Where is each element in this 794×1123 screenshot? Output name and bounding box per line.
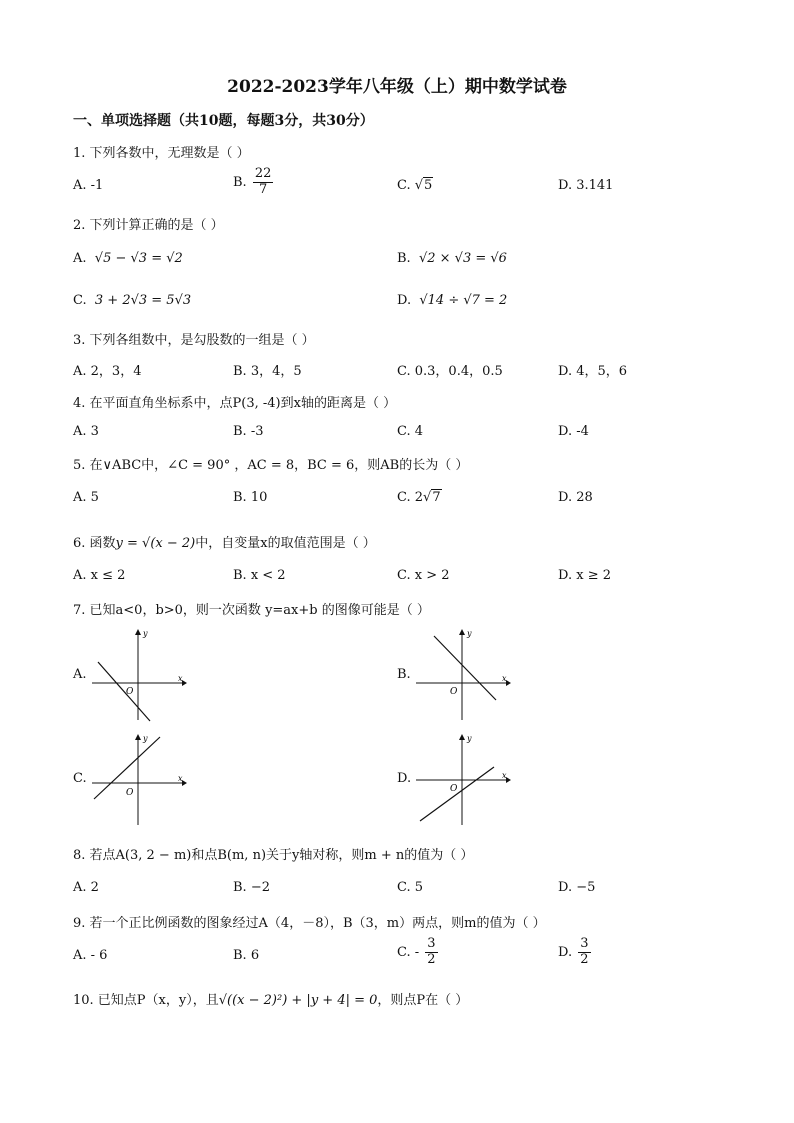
q7-graph-d — [412, 733, 512, 828]
q9-option-b: B. 6 — [233, 948, 260, 963]
q9-option-a: A. - 6 — [73, 948, 108, 963]
q4-option-c: C. 4 — [397, 424, 424, 439]
q7-b-y-label: y — [467, 629, 472, 638]
q9-d-numerator: 3 — [580, 936, 589, 951]
q2-option-d — [397, 293, 507, 308]
q9-c-denominator: 2 — [427, 951, 436, 967]
q7-graph-c — [88, 733, 188, 828]
q1-b-numerator: 22 — [254, 166, 272, 181]
q5-c-label: C. 2 — [397, 490, 424, 505]
question-1: 1. 下列各数中，无理数是（ ） — [73, 146, 250, 161]
q4-option-b: B. -3 — [233, 424, 264, 439]
q1-b-denominator: 7 — [258, 181, 268, 197]
q8-option-b: B. −2 — [233, 880, 270, 895]
q1-option-c: C. √5 — [397, 178, 433, 193]
q9-option-d — [558, 937, 593, 968]
section-heading: 一、单项选择题（共10题，每题3分，共30分） — [73, 113, 374, 129]
q7-d-origin: O — [450, 784, 458, 794]
q8-option-d: D. −5 — [558, 880, 596, 895]
q7-option-a-label: A. — [73, 667, 87, 682]
q9-c-fraction — [425, 937, 437, 968]
question-5: 5. 在∨ABC中，∠C = 90° ，AC = 8，BC = 6，则AB的长为（ ） — [73, 458, 469, 473]
q7-c-y-label: y — [143, 734, 148, 743]
q7-a-origin: O — [126, 687, 134, 697]
q7-c-x-label: x — [178, 774, 183, 783]
question-9: 9. 若一个正比例函数的图象经过A（4，－8），B（3，m）两点，则m的值为（ ） — [73, 916, 546, 931]
q2-c-expr: 3 + 2√3 = 5√3 — [94, 293, 192, 308]
q2-option-b — [397, 251, 507, 266]
q5-option-c: C. 2√7 — [397, 490, 441, 505]
q6-option-c: C. x > 2 — [397, 568, 450, 583]
q5-c-radicand: 7 — [432, 490, 441, 505]
q1-option-b-label: B. — [233, 174, 247, 190]
q1-option-b — [233, 167, 275, 198]
question-10 — [73, 989, 468, 1008]
question-8: 8. 若点A(3, 2 − m)和点B(m, n)关于y轴对称，则m + n的值为（ ） — [73, 848, 474, 863]
q10-stem-pre: 10. 已知点P（x，y），且 — [73, 993, 219, 1008]
q8-option-a: A. 2 — [73, 880, 99, 895]
q3-option-c: C. 0.3，0.4，0.5 — [397, 364, 503, 379]
q7-c-origin: O — [126, 788, 134, 798]
exam-title: 2022-2023学年八年级（上）期中数学试卷 — [227, 77, 567, 97]
q10-stem-expr: √((x − 2)²) + |y + 4| = 0 — [218, 993, 378, 1008]
q6-option-b: B. x < 2 — [233, 568, 286, 583]
q7-b-origin: O — [450, 687, 458, 697]
q9-c-label: C. - — [397, 944, 420, 960]
q2-a-expr: √5 − √3 = √2 — [94, 251, 183, 266]
q2-b-expr: √2 × √3 = √6 — [418, 251, 507, 266]
q7-d-x-label: x — [502, 771, 507, 780]
question-3: 3. 下列各组数中，是勾股数的一组是（ ） — [73, 333, 315, 348]
q7-graph-a — [88, 628, 188, 723]
q7-d-y-label: y — [467, 734, 472, 743]
q2-b-label: B. — [397, 251, 411, 266]
q7-graph-b — [412, 628, 512, 723]
q6-stem-expr: y = √(x − 2) — [115, 536, 196, 551]
q7-option-b-label: B. — [397, 667, 411, 682]
question-4: 4. 在平面直角坐标系中，点P(3, -4)到x轴的距离是（ ） — [73, 396, 397, 411]
q2-option-a — [73, 251, 183, 266]
q9-d-denominator: 2 — [580, 951, 589, 967]
q9-d-fraction — [578, 937, 590, 968]
q6-stem-post: 中，自变量x的取值范围是（ ） — [195, 536, 376, 551]
q9-c-numerator: 3 — [427, 936, 436, 951]
q2-d-expr: √14 ÷ √7 = 2 — [419, 293, 508, 308]
q1-option-b-fraction — [253, 167, 274, 198]
question-2: 2. 下列计算正确的是（ ） — [73, 218, 224, 233]
q3-option-d: D. 4，5，6 — [558, 364, 628, 379]
q6-option-a: A. x ≤ 2 — [73, 568, 126, 583]
q4-option-d: D. -4 — [558, 424, 589, 439]
q2-a-label: A. — [73, 251, 87, 266]
q3-option-b: B. 3，4，5 — [233, 364, 302, 379]
q10-stem-post: ，则点P在（ ） — [377, 993, 469, 1008]
q7-b-x-label: x — [502, 674, 507, 683]
q7-option-c-label: C. — [73, 771, 87, 786]
question-6 — [73, 532, 376, 551]
q7-a-y-label: y — [143, 629, 148, 638]
question-7: 7. 已知a<0，b>0，则一次函数 y=ax+b 的图像可能是（ ） — [73, 603, 430, 618]
q1-option-c-label: C. — [397, 178, 411, 193]
q6-stem-pre: 6. 函数 — [73, 536, 116, 551]
q2-option-c — [73, 293, 191, 308]
q5-option-b: B. 10 — [233, 490, 268, 505]
q1-c-radicand: 5 — [424, 178, 433, 193]
q5-option-a: A. 5 — [73, 490, 99, 505]
q9-d-label: D. — [558, 944, 573, 960]
q4-option-a: A. 3 — [73, 424, 99, 439]
q2-c-label: C. — [73, 293, 87, 308]
q7-a-x-label: x — [178, 674, 183, 683]
q1-option-d: D. 3.141 — [558, 178, 614, 193]
q9-option-c — [397, 937, 440, 968]
q1-option-a: A. -1 — [73, 178, 104, 193]
q8-option-c: C. 5 — [397, 880, 424, 895]
q3-option-a: A. 2，3，4 — [73, 364, 142, 379]
q2-d-label: D. — [397, 293, 412, 308]
q5-option-d: D. 28 — [558, 490, 593, 505]
q7-option-d-label: D. — [397, 771, 412, 786]
q6-option-d: D. x ≥ 2 — [558, 568, 611, 583]
